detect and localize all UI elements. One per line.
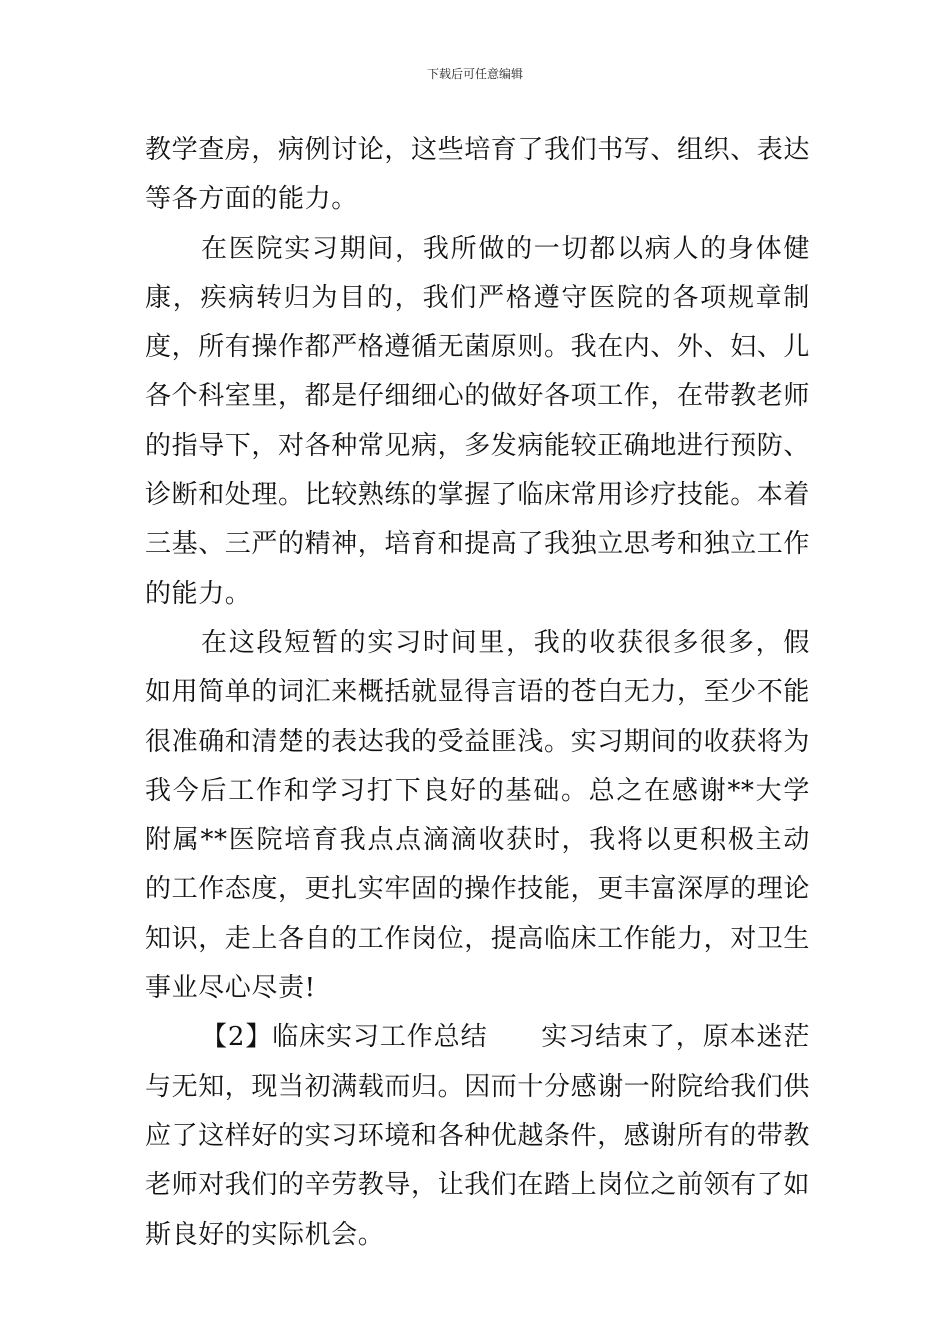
paragraph-clinical-summary: 【2】临床实习工作总结 实习结束了，原本迷茫与无知，现当初满载而归。因而十分感谢一附院给我们供应了这样好的实习环境和各种优越条件，感谢所有的带教老师对我们的辛劳教导，让我们在踏上岗位之前领有了如斯良好的实际机会。 [145, 1022, 811, 1250]
paragraph-hospital-internship: 在医院实习期间，我所做的一切都以病人的身体健康，疾病转归为目的，我们严格遵守医院的各项规章制度，所有操作都严格遵循无菌原则。我在内、外、妇、儿各个科室里，都是仔细细心的做好各项工作，在带教老师的指导下，对各种常见病，多发病能较正确地进行预防、诊断和处理。比较熟练的掌握了临床常用诊疗技能。本着三基、三严的精神，培育和提高了我独立思考和独立工作的能力。 [145, 233, 811, 609]
paragraph-internship-gains: 在这段短暂的实习时间里，我的收获很多很多，假如用简单的词汇来概括就显得言语的苍白无力，至少不能很准确和清楚的表达我的受益匪浅。实习期间的收获将为我今后工作和学习打下良好的基础。总之在感谢**大学附属**医院培育我点点滴滴收获时，我将以更积极主动的工作态度，更扎实牢固的操作技能，更丰富深厚的理论知识，走上各自的工作岗位，提高临床工作能力，对卫生事业尽心尽责! [145, 627, 811, 1004]
page-header-note: 下载后可任意编辑 [426, 67, 523, 81]
document-body [145, 126, 810, 1260]
paragraph-continuation: 教学查房，病例讨论，这些培育了我们书写、组织、表达等各方面的能力。 [145, 135, 811, 215]
